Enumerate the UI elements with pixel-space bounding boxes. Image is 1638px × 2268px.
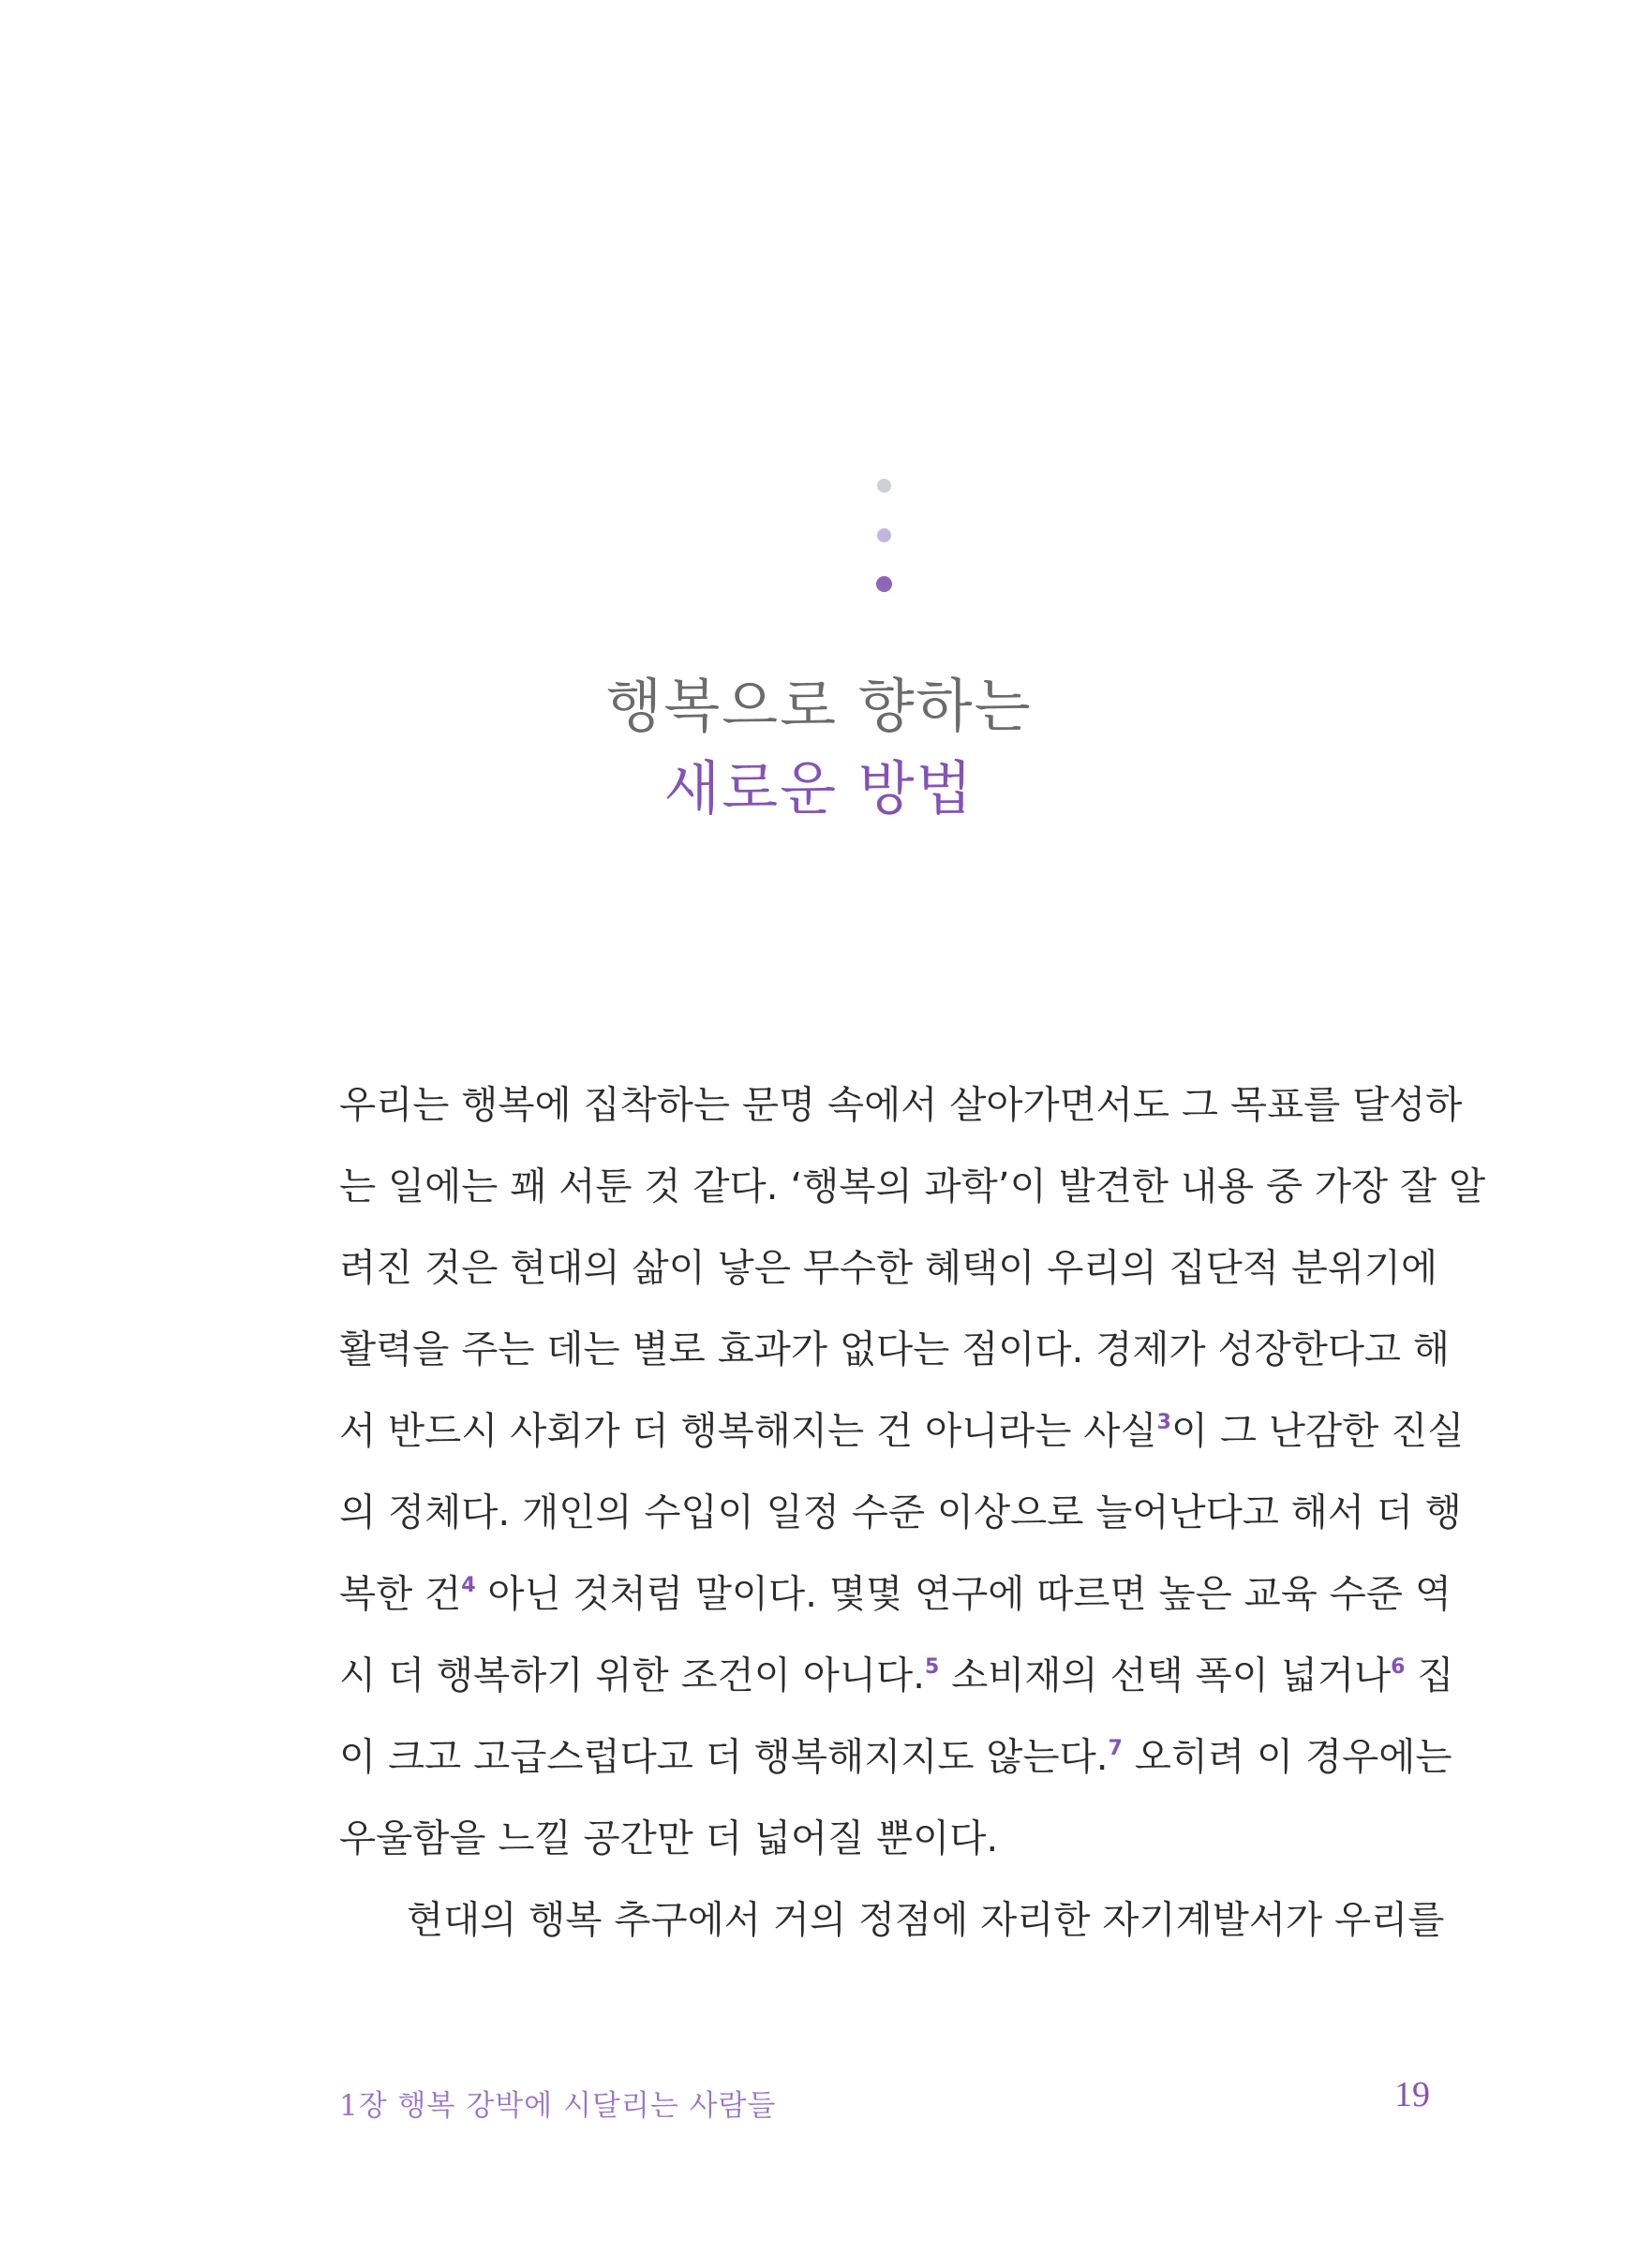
- body-text-run: 우리는 행복에 집착하는 문명 속에서 살아가면서도 그 목표를 달성하: [339, 1082, 1463, 1127]
- body-line: [339, 1390, 1465, 1472]
- body-line: [339, 1798, 1426, 1879]
- body-text-run: 소비재의 선택 폭이 넓거나: [939, 1653, 1392, 1697]
- running-footer-chapter: 1장 행복 강박에 시달리는 사람들: [339, 2089, 777, 2123]
- footnote-marker[interactable]: 4: [461, 1574, 476, 1597]
- body-text-run: 의 정체다. 개인의 수입이 일정 수준 이상으로 늘어난다고 해서 더 행: [339, 1490, 1462, 1534]
- body-line: [339, 1309, 1451, 1390]
- body-line: [339, 1879, 1445, 1961]
- footnote-marker[interactable]: 5: [924, 1655, 940, 1679]
- body-text-run: 우울함을 느낄 공간만 더 넓어질 뿐이다.: [339, 1816, 999, 1860]
- ornament-dot-light: [877, 479, 891, 493]
- body-text-run: 이 크고 고급스럽다고 더 행복해지지도 않는다.: [339, 1734, 1109, 1779]
- body-text-run: 이 그 난감한 진실: [1170, 1408, 1465, 1453]
- body-text-run: 아닌 것처럼 말이다. 몇몇 연구에 따르면 높은 교육 수준 역: [475, 1571, 1452, 1616]
- footnote-marker[interactable]: 3: [1156, 1411, 1171, 1434]
- body-text-run: 복한 건: [339, 1571, 462, 1616]
- body-text-run: 현대의 행복 추구에서 거의 정점에 자리한 자기계발서가 우리를: [407, 1897, 1445, 1942]
- body-text-run: 오히려 이 경우에는: [1122, 1734, 1452, 1779]
- body-line: [339, 1553, 1452, 1635]
- body-paragraphs: [339, 1064, 1486, 1961]
- page-number: 19: [1394, 2075, 1430, 2114]
- footnote-marker[interactable]: 7: [1108, 1737, 1123, 1760]
- body-line: [339, 1472, 1462, 1553]
- body-text-run: 활력을 주는 데는 별로 효과가 없다는 점이다. 경제가 성장한다고 해: [339, 1327, 1451, 1371]
- footnote-marker[interactable]: 6: [1391, 1655, 1406, 1679]
- section-title-line-1: 행복으로 향하는: [605, 672, 1033, 740]
- body-line: [339, 1064, 1463, 1146]
- section-title-line-2: 새로운 방법: [663, 754, 975, 823]
- body-text-run: 서 반드시 사회가 더 행복해지는 건 아니라는 사실: [339, 1408, 1157, 1453]
- body-text-run: 시 더 행복하기 위한 조건이 아니다.: [339, 1653, 925, 1697]
- ornament-dot-dark: [876, 576, 892, 592]
- body-line: [339, 1635, 1454, 1716]
- body-text-run: 는 일에는 꽤 서툰 것 같다. ‘행복의 과학’이 발견한 내용 중 가장 잘 알: [339, 1164, 1486, 1208]
- ornament-dot-medium: [877, 528, 891, 542]
- body-line: [339, 1716, 1452, 1798]
- body-text-run: 려진 것은 현대의 삶이 낳은 무수한 혜택이 우리의 집단적 분위기에: [339, 1245, 1438, 1290]
- body-line: [339, 1146, 1486, 1227]
- body-line: [339, 1227, 1438, 1309]
- body-text-run: 집: [1405, 1653, 1454, 1697]
